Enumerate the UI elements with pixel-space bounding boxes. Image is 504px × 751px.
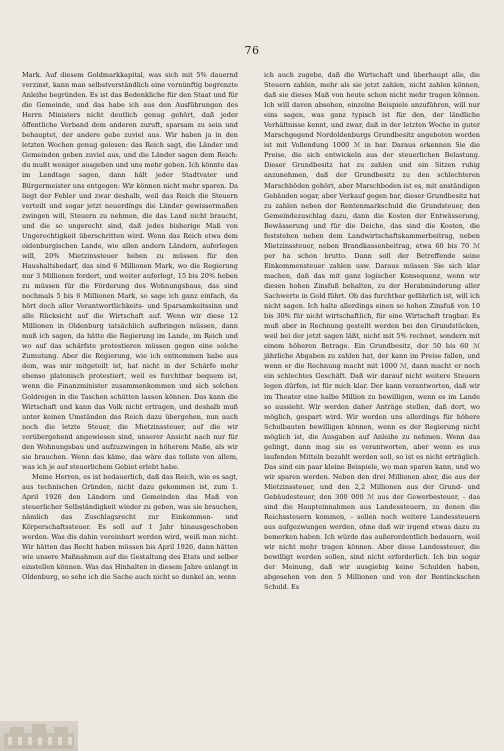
left-paragraph-1: Mark. Auf diesem Goldmarkkapital, was sich mit 5% dauernd verzinst, kann man selbstverständlich eine vernünftig begrenzte Anleihe begründen. Es ist das Bedenkliche für den Staat und für die Gemeinde, und das habe ich aus den Ausführungen des Herrn Ministers nicht deutlich genug gehört, daß jeder öffentliche Verband dem anderen zuruft, sparsam zu sein und behauptet, der andere gebe zuviel aus. Wir haben ja in den letzten Wochen genug gelesen: das Reich sagt, die Länder und Gemeinden geben zuviel aus, und die Länder sagen dem Reich: du mußt weniger ausgeben und uns mehr geben. Ich könnte das im Landtage sagen, dann hält jeder Stadtvater und Bürgermeister uns entgegen: Wir können nicht mehr sparen. Da liegt der Fehler und zwar deshalb, weil das Reich die Steuern verteilt und sogar jetzt neuerdings die Länder gewissermaßen zwingen will, Steuern zu nehmen, die das Land nicht braucht, und die so ungerecht sind, daß jedes bisherige Maß von Ungerechtigkeit überschritten wird. Wenn das Reich etwa dem oldenburgischen Lande, wie allen andern Ländern, auferlegen will, 20% Mietzinssteuer heben zu müssen für den Haushaltsbedarf, das sind 6 Millionen Mark, wo die Regierung nur 3 Millionen fordert, und weiter auferlegt, 15 bis 20% heben zu müssen für die Förderung des Wohnungsbaus, das sind nochmals 5 bis 6 Millionen Mark, so sage ich ganz einfach, da hört doch aller Verantwortlichkeits- und Sparsamkeitssinn und alle Rücksicht auf die Wirtschaft auf. Wenn wir diese 12 Millionen in Oldenburg tatsächlich aufbringen müssen, dann muß ich sagen, da hätte die Regierung im Lande, im Reich und wo auf das schärfste protestieren müssen gegen eine solche Zumutung. Aber die Regierung, wie ich entnommen habe aus dem, was mir mitgeteilt ist, hat nicht in der Schärfe mehr ebenso platonisch protestiert, weil es furchtbar bequem ist, wenn die Finanzminister zusammenkommen und sich solchen Goldregen in die Taschen schütten lassen können. Das kann die Wirtschaft und kann das Volk nicht ertragen, und deshalb muß unter keinen Umständen das Reich dazu übergehen, nun auch noch die letzte Steuer, die Mietzinssteuer, auf die wir vorübergehend angewiesen sind, unserer Ansicht nach nur für den Wohnungsbau und aufzuzwingen in höherem Maße, als wir sie brauchen. Wenn das käme, das wäre das tollste von allem, was ich je auf steuerlichem Gebiet erlebt habe.: [22, 71, 238, 471]
left-column: [22, 70, 238, 582]
left-paragraph-2: Meine Herren, es ist bedauerlich, daß das Reich, wie es sagt, aus technischen Gründen, nicht dazu gekommen ist, zum 1. April 1926 den Ländern und Gemeinden das Maß von steuerlicher Selbständigkeit wieder zu geben, was sie brauchen, nämlich das Zuschlagsrecht zur Einkommen- und Körperschaftssteuer. Es soll auf 1 Jahr hinausgeschoben werden. Was dis dahin vereinbart werden wird, weiß man nicht. Wir hätten das Recht haben müssen bis April 1926, dann hätten wie unsere Maßnahmen auf die Gestaltung des Etats und selber einstellen können. Was das Hinhalten in diesem Jahre anlangt in Oldenburg, so sehe ich die Sache auch nicht so dunkel an, wenn: [22, 472, 238, 582]
right-paragraph-1: ich auch zugebe, daß die Wirtschaft und überhaupt alle, die Steuern zahlen, mehr als sie jetzt zahlen, nicht zahlen können, daß sie dieses Maß von heute schon nicht mehr tragen können. Ich will davon absehen, einzelne Beispiele anzuführen, will nur eins sagen, was ganz typisch ist für den, der ländliche Verhältnisse kennt, und zwar, daß in der letzten Woche in guter Marschgegend Nordoldenburgs Grundbesitz angeboten worden ist mit Vollendung 1000 ℳ in bar. Daraus erkennen Sie die Preise, die sich entwickeln aus der steuerlichen Belastung. Dieser Grundbesitz hat zu zahlen und ein Sitzen ruhig anzunehmen, daß der Grundbesitz zu den schlechteren Marschböden gehört, aber Marschboden ist es, mit anständigen Gebäuden sogar, aber Verkauf gegen bar, dieser Grundbesitz hat zu zahlen neben der Rentenmarkschuld die Grundsteuer, den Gemeindezuschlag dazu, dann die Kosten der Entwässerung, Bewässerung und für die Deiche, das sind die Kosten, die feststehen neben dem Landwirtschaftskammerbeitrag, neben Mietzinssteuer, neben Brandkassenbeitrag, etwa 60 bis 70 ℳ per ha schon brutto. Dann soll der Betreffende seine Einkommensteuer zahlen usw. Daraus müssen Sie sich klar machen, daß das mit ganz logischer Konsequenz, wenn wir diesen hohen Zinsfuß behalten, zu der Herabminderung aller Sachwerte in Gold führt. Ob das furchtbar gefährlich ist, will ich nicht sagen. Ich halte allerdings einen so hohen Zinsfuß von 10 bis 30% für nicht wirtschaftlich, für eine Wirtschaft tragbar. Es muß aber in Rechnung gestellt werden bei den Grundstücken, weil bei der jetzt sagen läßt, nicht mit 5% rechnet, sondern mit einem höheren Betrage. Ein Grundbesitz, der 50 bis 60 ℳ jährliche Abgaben zu zahlen hat, der kann im Preise fallen, und wenn er die Rechnung macht mit 1000 ℳ, dann macht er noch ein schlechtes Geschäft. Daß wir darauf nicht weitere Steuern legen dürfen, ist für mich klar. Der kann verantworten, daß wir im Theater eine halbe Million zu bewilligen, wenn es im Lande so aussieht. Wir werden daher Anträge stellen, daß dort, wo möglich, gespart wird. Wir werden uns allerdings für höhere Schulbauten bewilligen können, wenn es der Regierung nicht möglich ist, die Ausgaben auf Anleihe zu nehmen. Wenn das gelingt, dann mag sie es verantworten, aber wenn es aus laufenden Mitteln bezahlt werden soll, so ist es nicht erträglich. Das sind ein paar kleine Beispiele, wo man sparen kann, und wo wir sparen werden. Neben den drei Millionen aber, die aus der Mietzinssteuer, und den 2,2 Millionen aus der Grund- und Gebäudesteuer, den 300 000 ℳ aus der Gewerbesteuer, - das sind die Haupteinnahmen aus Landessteuern, zu denen die Reichssteuern kommen, - sollen noch weitere Landessteuern aus aufgezwungen werden, ohne daß wir irgend etwas dazu zu bemerken haben. Ich würde das außerordentlich bedauern, weil wir nicht mehr tragen können. Aber diese Landessteuer, die bewilligt werden sollen, sind nicht erforderlich. Ich bin sogar der Meinung, daß wir ausgiebig keine Schulden haben, abgesehen von den 5 Millionen und von der Bentinckschen Schuld. Es: [264, 71, 480, 592]
library-stamp-image: [0, 721, 78, 751]
right-column: [264, 70, 480, 592]
page-number: 76: [244, 44, 260, 57]
